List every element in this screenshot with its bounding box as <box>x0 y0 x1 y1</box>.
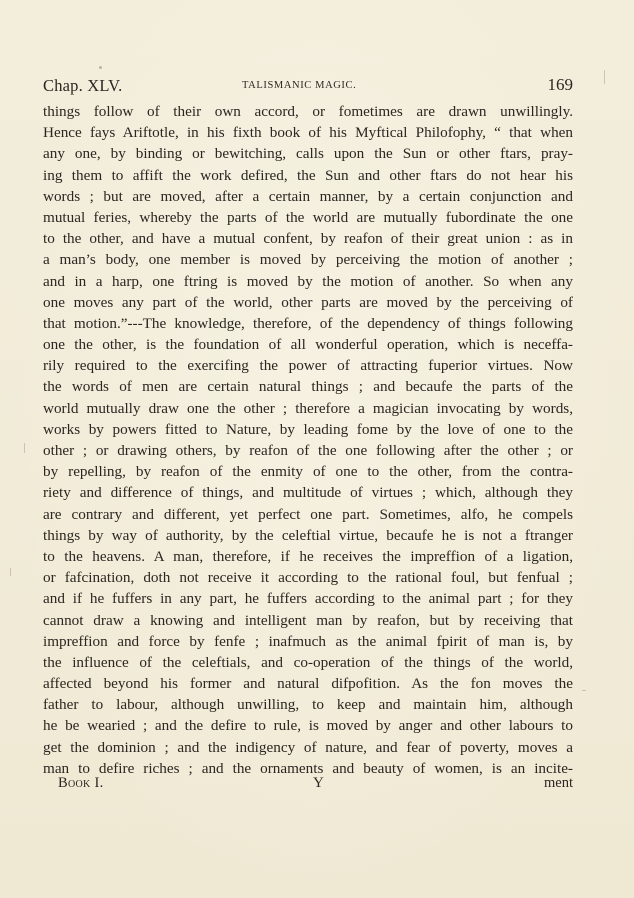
text-line: riety and difference of things, and multitude of virtues ; which, although they <box>43 484 573 502</box>
text-line: and in a harp, one ftring is moved by the motion of another. So when any <box>43 272 573 290</box>
text-line: ing them to affift the work defired, the Sun and other ftars do not hear his <box>43 166 573 184</box>
text-line: to the heavens. A man, therefore, if he receives the impreffion of a ligation, <box>43 547 573 565</box>
text-line: rily required to the exercifing the power of attracting fuperior virtues. Now <box>43 357 573 375</box>
page-number: 169 <box>547 75 573 94</box>
text-line: he be wearied ; and the defire to rule, is moved by anger and other labours to <box>43 717 573 735</box>
text-line: the influence of the celeftials, and co-operation of the things of the world, <box>43 653 573 671</box>
paper-blemish <box>24 443 25 453</box>
text-line: one the other, is the foundation of all wonderful operation, which is neceffa- <box>43 336 573 354</box>
text-line: other ; or drawing others, by reafon of the one following after the other ; or <box>43 442 573 459</box>
text-line: any one, by binding or bewitching, calls upon the Sun or other ftars, pray- <box>43 145 573 163</box>
paper-blemish <box>604 70 605 84</box>
text-line: impreffion and force by fenfe ; inafmuch as the animal fpirit of man is, by <box>43 632 573 650</box>
text-line: the words of men are certain natural things ; and becaufe the parts of the <box>43 378 573 396</box>
page-footer <box>43 775 573 797</box>
paper-blemish <box>10 568 11 576</box>
text-line: affected beyond his former and natural difpofition. As the fon moves the <box>43 675 573 693</box>
ink-speck <box>99 66 102 69</box>
body-text <box>43 101 573 779</box>
text-line: are contrary and different, yet perfect one part. Sometimes, alfo, he compels <box>43 505 573 523</box>
paper-blemish <box>582 690 586 691</box>
text-line: or fafcination, doth not receive it according to the rational foul, but fenfual ; <box>43 569 573 587</box>
text-line: that motion.”---The knowledge, therefore, of the dependency of things following <box>43 314 573 332</box>
text-line: world mutually draw one the other ; therefore a magician invocating by words, <box>43 399 573 417</box>
text-line: father to labour, although unwilling, to keep and maintain him, although <box>43 696 573 714</box>
text-line: works by powers fitted to Nature, by leading fome by the love of one to the <box>43 420 573 438</box>
text-line: and if he fuffers in any part, he fuffers according to the animal part ; for they <box>43 590 573 608</box>
catchword: ment <box>544 775 573 791</box>
running-header <box>43 76 573 100</box>
text-line: by repelling, by reafon of the enmity of one to the other, from the contra- <box>43 463 573 481</box>
chapter-heading: Chap. XLV. <box>43 76 123 95</box>
text-line: words ; but are moved, after a certain manner, by a certain conjunction and <box>43 187 573 205</box>
text-line: one moves any part of the world, other parts are moved by the perceiving of <box>43 293 573 311</box>
text-line: get the dominion ; and the indigency of nature, and fear of poverty, moves a <box>43 738 573 756</box>
text-line: man to defire riches ; and the ornaments and beauty of women, is an incite- <box>43 759 573 777</box>
book-label: Book I. <box>58 775 104 791</box>
signature-mark: Y <box>313 775 324 791</box>
text-line: things follow of their own accord, or fometimes are drawn unwillingly. <box>43 103 573 120</box>
text-line: a man’s body, one member is moved by perceiving the motion of another ; <box>43 251 573 269</box>
running-title: TALISMANIC MAGIC. <box>242 80 357 91</box>
text-line: Hence fays Ariftotle, in his fixth book of his Myftical Philofophy, “ that when <box>43 124 573 142</box>
text-line: cannot draw a knowing and intelligent man by reafon, but by receiving that <box>43 611 573 629</box>
text-line: things by way of authority, by the celeftial virtue, becaufe he is not a ftranger <box>43 526 573 544</box>
text-line: to the other, and have a mutual confent, by reafon of their great union : as in <box>43 230 573 248</box>
text-line: mutual feries, whereby the parts of the world are mutually fubordinate the one <box>43 208 573 226</box>
